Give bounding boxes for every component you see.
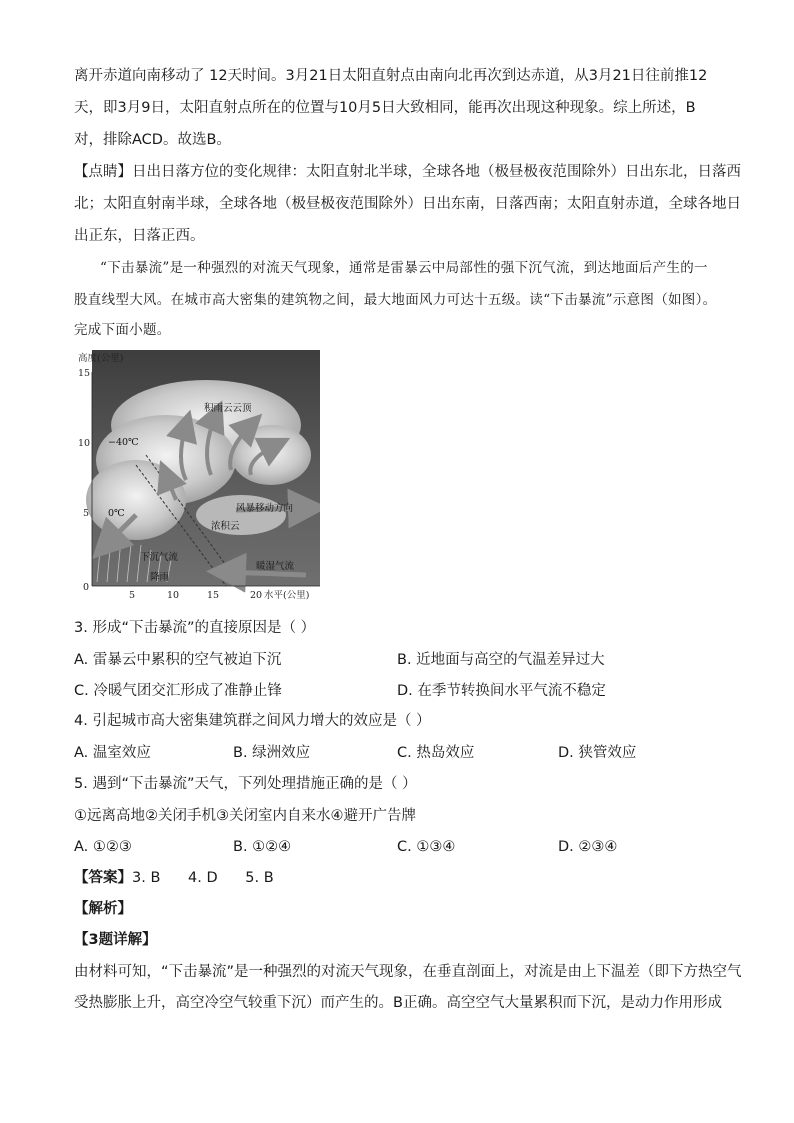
- option-a[interactable]: A. 雷暴云中累积的空气被迫下沉: [74, 652, 282, 668]
- downburst-diagram: [76, 350, 320, 606]
- x-tick-label: 20: [250, 590, 263, 601]
- x-tick-label: 10: [167, 590, 180, 601]
- detail-line: 受热膨胀上升，高空冷空气较重下沉）而产生的。B正确。高空空气大量累积而下沉，是动力作用形成: [74, 995, 722, 1011]
- option-d[interactable]: D. 在季节转换间水平气流不稳定: [397, 683, 606, 699]
- option-c[interactable]: C. ①③④: [397, 839, 456, 855]
- answer-label: 【答案】: [74, 870, 132, 886]
- option-c[interactable]: C. 冷暖气团交汇形成了准静止锋: [74, 683, 282, 699]
- option-a[interactable]: A. ①②③: [74, 839, 132, 855]
- paragraph-line: 天，即3月9日，太阳直射点所在的位置与10月5日大致相同，能再次出现这种现象。综上所述，B: [74, 100, 696, 116]
- analysis-label: 【解析】: [74, 901, 132, 917]
- tip-line: 【点睛】日出日落方位的变化规律：太阳直射北半球，全球各地（极昼极夜范围除外）日出东北，日落西: [74, 164, 741, 180]
- tip-line: 北；太阳直射南半球，全球各地（极昼极夜范围除外）日出东南，日落西南；太阳直射赤道，全球各地日: [74, 196, 741, 212]
- option-a[interactable]: A. 温室效应: [74, 745, 151, 761]
- answer-text: 3. B 4. D 5. B: [132, 870, 274, 886]
- y-tick-label: 10: [78, 438, 91, 449]
- label-storm-direction: 风暴移动方向: [236, 503, 294, 514]
- label-zero-degree: 0℃: [108, 508, 125, 519]
- material-line: 股直线型大风。在城市高大密集的建筑物之间，最大地面风力可达十五级。读“下击暴流”示意图（如图）。: [74, 292, 717, 308]
- x-tick-label: 5: [129, 590, 136, 601]
- question-sub-items: ①远离高地②关闭手机③关闭室内自来水④避开广告牌: [74, 808, 416, 824]
- detail-line: 由材料可知，“下击暴流”是一种强烈的对流天气现象，在垂直剖面上，对流是由上下温差（即下方热空气: [74, 964, 742, 980]
- tip-line: 出正东，日落正西。: [74, 228, 205, 244]
- label-rain: 降雨: [150, 572, 170, 583]
- label-downdraft: 下沉气流: [140, 552, 179, 563]
- option-b[interactable]: B. ①②④: [233, 839, 292, 855]
- answer-line: [74, 868, 274, 888]
- label-minus40: −40℃: [108, 437, 139, 448]
- material-line: 完成下面小题。: [74, 322, 171, 338]
- y-tick-label: 5: [83, 508, 90, 519]
- label-warm-moist-flow: 暖湿气流: [256, 561, 295, 572]
- label-cumulus: 浓积云: [211, 521, 240, 532]
- option-c[interactable]: C. 热岛效应: [397, 745, 475, 761]
- y-axis-title: 高度(公里): [78, 353, 124, 364]
- paragraph-line: 离开赤道向南移动了 12天时间。3月21日太阳直射点由南向北再次到达赤道，从3月21日往前推12: [74, 68, 708, 84]
- option-b[interactable]: B. 近地面与高空的气温差异过大: [397, 652, 605, 668]
- material-line: “下击暴流”是一种强烈的对流天气现象，通常是雷暴云中局部性的强下沉气流，到达地面后产生的一: [100, 260, 708, 276]
- option-d[interactable]: D. 狭管效应: [558, 745, 637, 761]
- question-stem: 5. 遇到“下击暴流”天气，下列处理措施正确的是（ ）: [74, 776, 417, 792]
- detail-label: 【3题详解】: [74, 932, 157, 948]
- paragraph-line: 对，排除ACD。故选B。: [74, 132, 231, 148]
- question-stem: 3. 形成“下击暴流”的直接原因是（ ）: [74, 620, 316, 636]
- y-tick-label: 0: [83, 582, 90, 593]
- option-d[interactable]: D. ②③④: [558, 839, 618, 855]
- x-tick-label: 15: [207, 590, 220, 601]
- option-b[interactable]: B. 绿洲效应: [233, 745, 311, 761]
- x-axis-title: 水平(公里): [264, 590, 310, 601]
- question-stem: 4. 引起城市高大密集建筑群之间风力增大的效应是（ ）: [74, 713, 431, 729]
- label-cloud-top: 积雨云云顶: [204, 403, 252, 414]
- y-tick-label: 15: [78, 368, 91, 379]
